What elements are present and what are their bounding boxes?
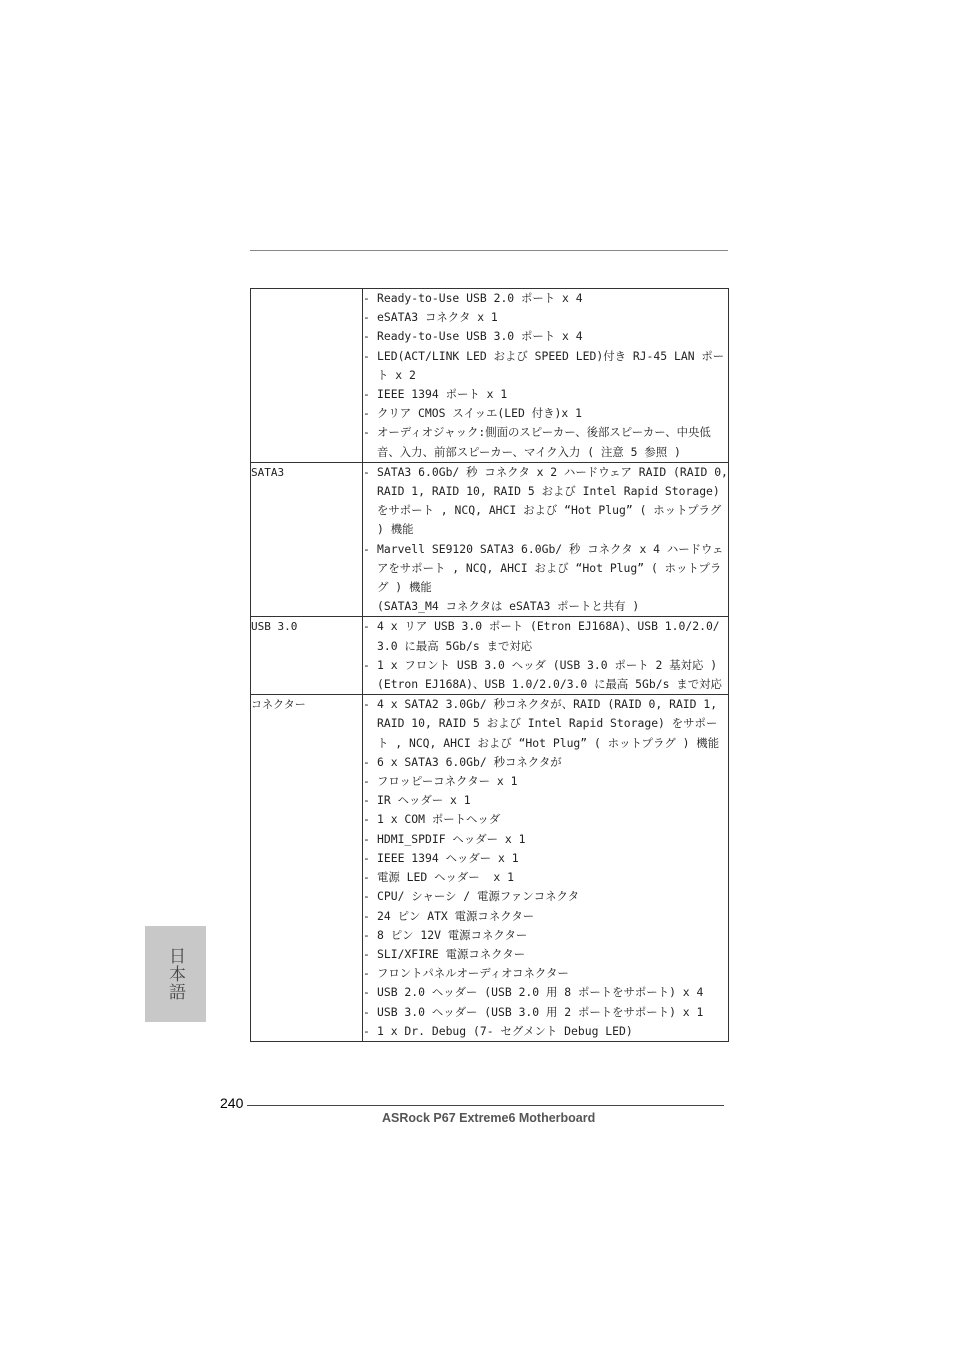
bullet-dash: - xyxy=(363,946,370,961)
spec-item-text: 24 ピン ATX 電源コネクター xyxy=(377,908,535,923)
spec-item-text: 6 x SATA3 6.0Gb/ 秒コネクタが xyxy=(377,754,562,769)
spec-item xyxy=(363,463,735,540)
bullet-dash: - xyxy=(363,425,370,440)
spec-item xyxy=(363,964,728,983)
spec-label: USB 3.0 xyxy=(251,617,363,695)
spec-item xyxy=(363,791,728,810)
bullet-dash: - xyxy=(363,657,370,672)
bullet-dash: - xyxy=(363,291,370,305)
spec-item-text: Marvell SE9120 SATA3 6.0Gb/ 秒 コネクタ x 4 ハードウェアをサポート , NCQ, AHCI および “Hot Plug” ( ホットプラグ ) 機能 xyxy=(377,541,724,595)
spec-label: SATA3 xyxy=(251,462,363,617)
spec-item xyxy=(363,656,728,694)
spec-item-text: 電源 LED ヘッダー x 1 xyxy=(377,870,514,885)
bullet-dash: - xyxy=(363,966,370,981)
spec-item-text: フロントパネルオーディオコネクター xyxy=(377,966,569,981)
spec-label: コネクター xyxy=(251,695,363,1042)
spec-item xyxy=(363,945,728,964)
spec-item-text: HDMI_SPDIF ヘッダー x 1 xyxy=(377,831,526,846)
spec-item-text: オーディオジャック:側面のスピーカー、後部スピーカー、中央低音、入力、前部スピーカー、マイク入力 ( 注意 5 参照 ) xyxy=(377,425,711,459)
spec-item-text: 4 x SATA2 3.0Gb/ 秒コネクタが、RAID (RAID 0, RAID 1, RAID 10, RAID 5 および Intel Rapid Storage) をサポート , NCQ, AHCI および “Hot Plug” ( ホットプラグ ) 機能 xyxy=(377,697,724,750)
spec-item-text: SATA3 6.0Gb/ 秒 コネクタ x 2 ハードウェア RAID (RAID 0, RAID 1, RAID 10, RAID 5 および Intel Rapid Storage) をサポート , NCQ, AHCI および “Hot Plug” ( ホットプラグ ) 機能 xyxy=(377,464,735,537)
spec-item xyxy=(363,695,728,753)
spec-content xyxy=(363,462,735,617)
bullet-dash: - xyxy=(363,697,370,712)
spec-item-text: USB 2.0 ヘッダー (USB 2.0 用 8 ポートをサポート) x 4 xyxy=(377,985,704,1000)
spec-item xyxy=(363,907,728,926)
bullet-dash: - xyxy=(363,348,370,363)
language-tab xyxy=(145,926,206,1022)
spec-item-text: 1 x COM ポートヘッダ xyxy=(377,812,501,827)
bullet-dash: - xyxy=(363,774,370,789)
bullet-dash: - xyxy=(363,793,370,808)
bullet-dash: - xyxy=(363,387,370,402)
spec-item xyxy=(363,753,728,772)
spec-row xyxy=(251,289,729,463)
bullet-dash: - xyxy=(363,464,370,479)
spec-table xyxy=(250,288,735,1042)
spec-item xyxy=(363,772,728,791)
spec-item-text: (SATA3_M4 コネクタは eSATA3 ポートと共有 ) xyxy=(377,599,640,614)
spec-item-text: SLI/XFIRE 電源コネクター xyxy=(377,946,526,961)
spec-item-text: Ready-to-Use USB 2.0 ポート x 4 xyxy=(377,291,583,305)
spec-item-text: IEEE 1394 ポート x 1 xyxy=(377,387,508,402)
spec-content xyxy=(363,617,729,695)
spec-item-text: 4 x リア USB 3.0 ポート (Etron EJ168A)、USB 1.0/2.0/3.0 に最高 5Gb/s まで対応 xyxy=(377,619,720,653)
language-tab-label: 日本語 xyxy=(165,947,185,1001)
bullet-dash: - xyxy=(363,619,370,634)
spec-item xyxy=(363,308,728,327)
bullet-dash: - xyxy=(363,1023,370,1038)
spec-item-text: 8 ピン 12V 電源コネクター xyxy=(377,927,528,942)
bullet-dash: - xyxy=(363,908,370,923)
spec-row xyxy=(251,462,729,617)
spec-item-text: IR ヘッダー x 1 xyxy=(377,793,471,808)
bullet-dash: - xyxy=(363,754,370,769)
spec-item xyxy=(363,830,728,849)
spec-item-text: eSATA3 コネクタ x 1 xyxy=(377,310,498,325)
spec-item-text: IEEE 1394 ヘッダー x 1 xyxy=(377,850,519,865)
bullet-dash: - xyxy=(363,985,370,1000)
header-rule xyxy=(250,250,728,251)
spec-row xyxy=(251,695,729,1042)
spec-item xyxy=(363,597,728,616)
footer-rule xyxy=(247,1105,724,1106)
bullet-dash: - xyxy=(363,1004,370,1019)
spec-item xyxy=(363,887,728,906)
spec-item-text: LED(ACT/LINK LED および SPEED LED)付き RJ-45 LAN ポート x 2 xyxy=(377,348,725,382)
spec-item xyxy=(363,926,728,945)
spec-item xyxy=(363,327,728,346)
spec-item-text: クリア CMOS スイッエ(LED 付き)x 1 xyxy=(377,406,582,421)
spec-item-text: フロッピーコネクター x 1 xyxy=(377,774,518,789)
spec-item-text: CPU/ シャーシ / 電源ファンコネクタ xyxy=(377,889,580,904)
spec-item xyxy=(363,849,728,868)
spec-item xyxy=(363,385,728,404)
spec-item xyxy=(363,289,728,308)
bullet-dash: - xyxy=(363,889,370,904)
bullet-dash: - xyxy=(363,831,370,846)
spec-item xyxy=(363,540,728,598)
bullet-dash: - xyxy=(363,812,370,827)
spec-content xyxy=(363,289,729,463)
bullet-dash: - xyxy=(363,310,370,325)
spec-item xyxy=(363,1003,728,1022)
bullet-dash: - xyxy=(363,927,370,942)
bullet-dash: - xyxy=(363,870,370,885)
spec-item xyxy=(363,423,728,461)
spec-item xyxy=(363,868,728,887)
spec-label xyxy=(251,289,363,463)
footer-title: ASRock P67 Extreme6 Motherboard xyxy=(382,1111,596,1125)
spec-item-text: USB 3.0 ヘッダー (USB 3.0 用 2 ポートをサポート) x 1 xyxy=(377,1004,704,1019)
spec-row xyxy=(251,617,729,695)
spec-item xyxy=(363,1022,728,1041)
page-number: 240 xyxy=(220,1095,244,1111)
bullet-dash xyxy=(363,597,377,616)
spec-content xyxy=(363,695,729,1042)
spec-item xyxy=(363,347,728,385)
bullet-dash: - xyxy=(363,329,370,344)
spec-item-text: 1 x Dr. Debug (7- セグメント Debug LED) xyxy=(377,1023,633,1038)
spec-item xyxy=(363,983,728,1002)
bullet-dash: - xyxy=(363,850,370,865)
bullet-dash: - xyxy=(363,541,370,556)
bullet-dash: - xyxy=(363,406,370,421)
spec-item-text: 1 x フロント USB 3.0 ヘッダ (USB 3.0 ポート 2 基対応 ) (Etron EJ168A)、USB 1.0/2.0/3.0 に最高 5Gb/s まで対応 xyxy=(377,657,724,692)
spec-item xyxy=(363,404,728,423)
spec-item-text: Ready-to-Use USB 3.0 ポート x 4 xyxy=(377,329,583,344)
spec-item xyxy=(363,617,728,655)
spec-item xyxy=(363,810,728,829)
